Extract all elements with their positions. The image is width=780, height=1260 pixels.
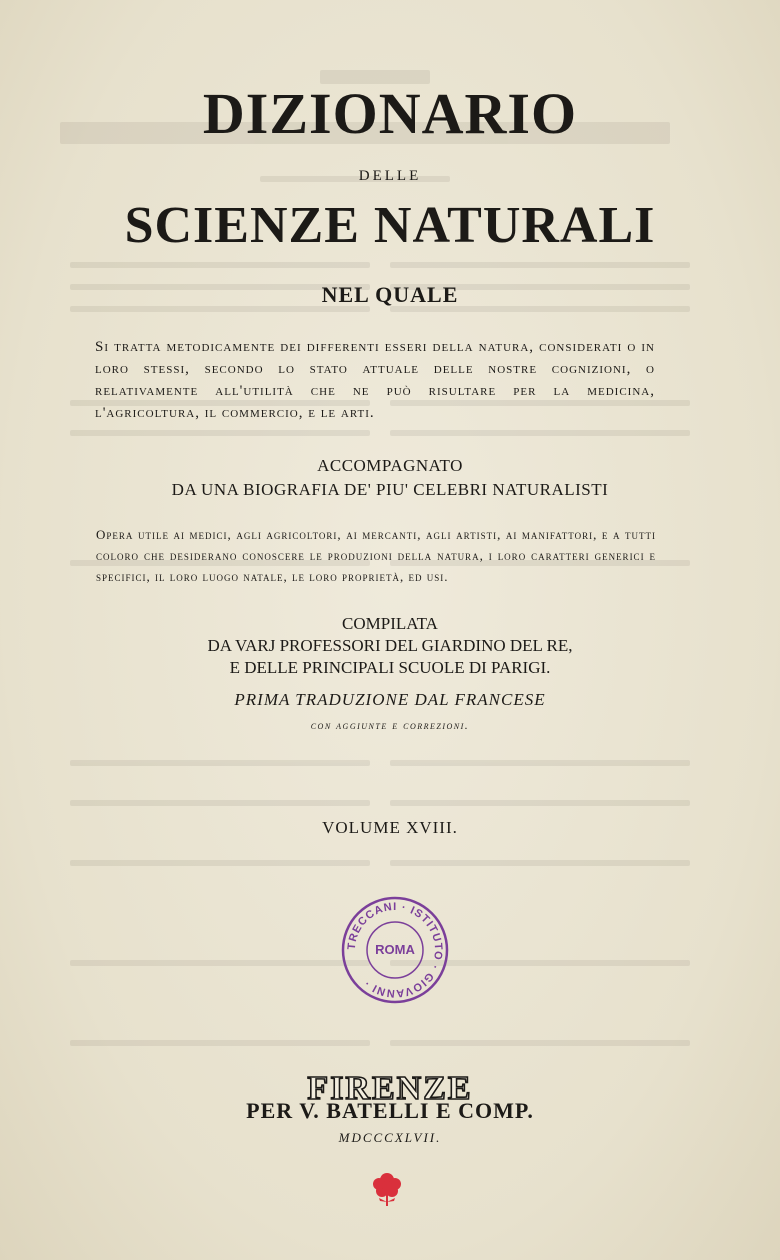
title-connector: DELLE <box>358 168 422 184</box>
volume-number: VOLUME XVIII. <box>322 818 458 837</box>
additions-line: con aggiunte e correzioni. <box>310 718 470 732</box>
compilata-line: COMPILATA <box>342 614 438 633</box>
book-subtitle: SCIENZE NATURALI <box>124 197 656 254</box>
nel-quale-heading: NEL QUALE <box>321 282 459 307</box>
description-paragraph: Si tratta metodicamente dei differenti esseri della natura, considerati o in loro stessi, secondo lo stato attuale delle nostre cognizioni, o relativamente all'utilità che ne può risultare per la medicina, l'agricoltura, il commercio, e le arti. <box>95 339 655 421</box>
accompagnato-line: ACCOMPAGNATO <box>317 456 463 475</box>
book-title: DIZIONARIO <box>202 81 578 146</box>
publication-year: MDCCCXLVII. <box>338 1130 442 1145</box>
flower-stamp-icon <box>362 1160 412 1210</box>
opera-paragraph: Opera utile ai medici, agli agricoltori, ai mercanti, agli artisti, ai manifattori, e a tutti coloro che desiderano conoscere le produzioni della natura, i loro caratteri generici e specifici, il loro luogo natale, le loro proprietà, ed usi. <box>96 527 656 584</box>
svg-text:TRECCANI · ISTITUTO · GIOVANNI: TRECCANI · ISTITUTO · GIOVANNI · <box>345 900 445 1000</box>
translation-line: PRIMA TRADUZIONE DAL FRANCESE <box>234 690 546 709</box>
publisher: PER V. BATELLI E COMP. <box>246 1098 534 1123</box>
schools-line: E DELLE PRINCIPALI SCUOLE DI PARIGI. <box>229 658 551 677</box>
svg-text:ROMA: ROMA <box>375 942 415 957</box>
library-stamp <box>340 895 450 1005</box>
professors-line: DA VARJ PROFESSORI DEL GIARDINO DEL RE, <box>207 636 573 655</box>
city: FIRENZE <box>307 1070 473 1107</box>
biography-line: DA UNA BIOGRAFIA DE' PIU' CELEBRI NATURALISTI <box>171 480 609 499</box>
